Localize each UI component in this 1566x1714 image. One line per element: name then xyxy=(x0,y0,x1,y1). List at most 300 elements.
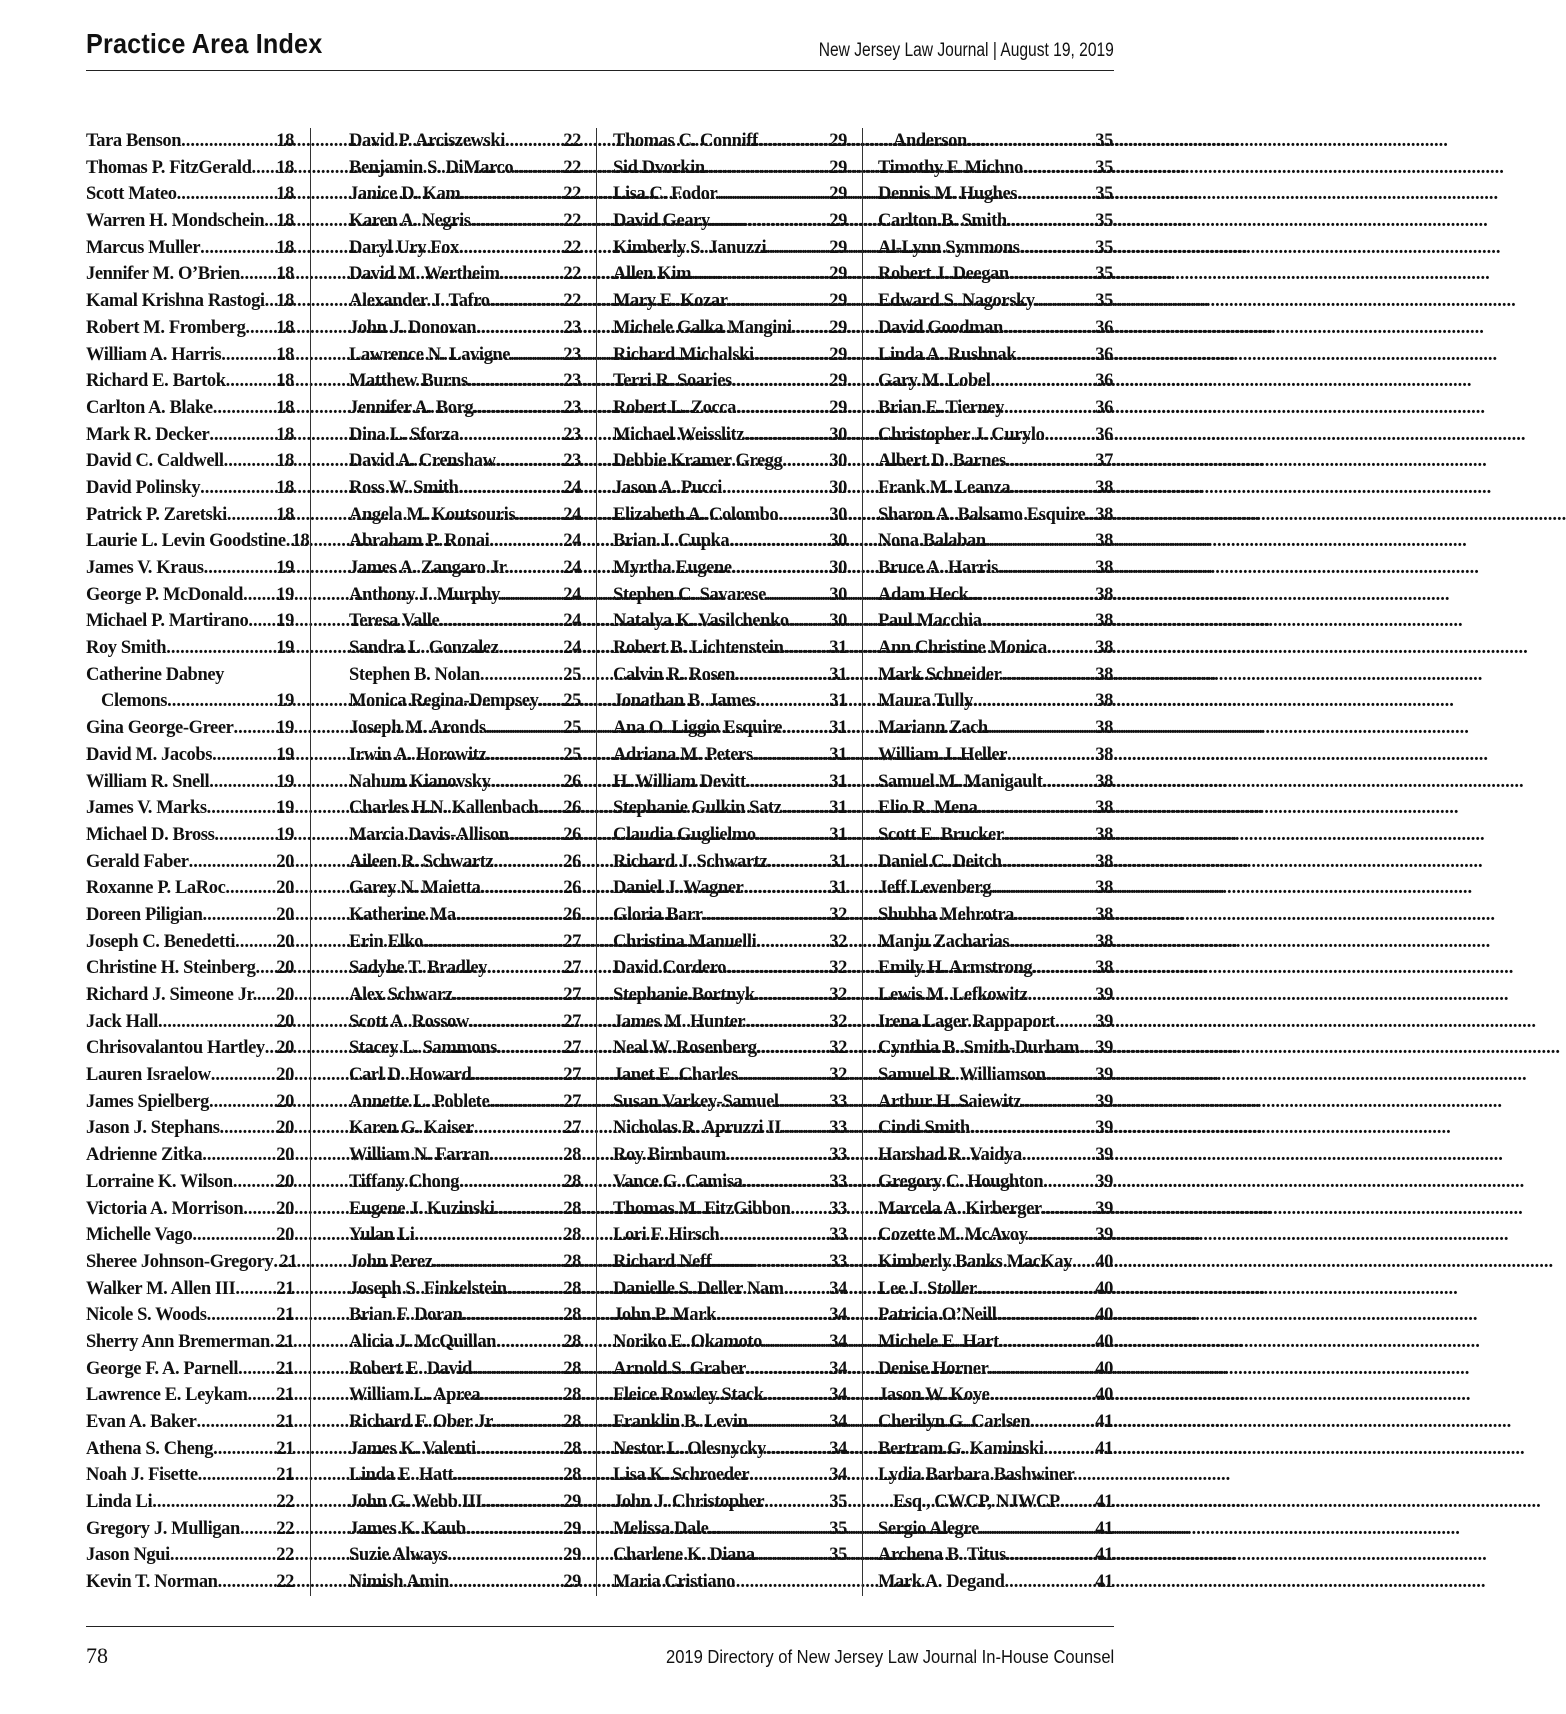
entry-name: Abraham P. Ronai xyxy=(349,531,490,552)
dot-leader xyxy=(204,555,277,582)
entry-name: Stephanie Bortnyk xyxy=(613,985,755,1005)
dot-leader xyxy=(766,1436,829,1463)
dot-leader xyxy=(978,795,1096,822)
index-entry xyxy=(613,1009,847,1036)
dot-leader xyxy=(726,1142,829,1169)
index-entry xyxy=(878,929,1113,956)
dot-leader xyxy=(691,261,829,288)
index-entry xyxy=(86,849,294,876)
entry-page-number: 30 xyxy=(829,584,847,605)
index-entry xyxy=(613,181,847,208)
dot-leader xyxy=(1046,1062,1096,1089)
index-entry xyxy=(86,742,294,769)
dot-leader xyxy=(982,608,1096,635)
entry-page-number: 20 xyxy=(276,1225,294,1246)
dot-leader xyxy=(245,315,276,342)
entry-page-number: 20 xyxy=(276,1118,294,1139)
entry-page-number: 21 xyxy=(276,1358,294,1379)
dot-leader xyxy=(1004,1569,1095,1596)
dot-leader xyxy=(766,235,829,262)
index-entry xyxy=(878,582,1113,609)
dot-leader xyxy=(473,395,563,422)
dot-leader xyxy=(510,342,563,369)
entry-name: Alexander J. Tafro xyxy=(349,291,490,312)
entry-page-number: 35 xyxy=(1095,211,1113,232)
index-entry xyxy=(613,902,847,929)
dot-leader xyxy=(1001,662,1095,689)
index-entry xyxy=(878,1356,1113,1383)
entry-page-number: 38 xyxy=(1095,851,1113,872)
entry-name: Walker M. Allen III xyxy=(86,1278,236,1299)
dot-leader xyxy=(998,555,1095,582)
entry-name: Chrisovalantou Hartley xyxy=(86,1038,265,1059)
dot-leader xyxy=(486,742,563,769)
dot-leader xyxy=(469,1009,563,1036)
entry-page-number: 23 xyxy=(563,371,581,392)
entry-page-number: 29 xyxy=(829,184,847,205)
dot-leader xyxy=(711,1249,829,1276)
entry-page-number: 29 xyxy=(829,264,847,285)
entry-page-number: 38 xyxy=(1095,558,1113,578)
entry-name: James K. Kaub xyxy=(349,1518,466,1539)
index-entry xyxy=(86,1329,294,1356)
entry-page-number: 32 xyxy=(829,1038,847,1059)
dot-leader xyxy=(970,1115,1096,1142)
entry-page-number: 39 xyxy=(1095,1065,1113,1086)
entry-name: Manju Zacharias xyxy=(878,931,1010,952)
index-entry xyxy=(613,929,847,956)
index-entry xyxy=(613,555,847,582)
dot-leader xyxy=(209,422,276,449)
index-entry xyxy=(86,1436,294,1463)
dot-leader xyxy=(423,929,563,956)
entry-page-number: 31 xyxy=(829,824,847,845)
entry-name: John G. Webb III xyxy=(349,1492,483,1513)
entry-page-number: 40 xyxy=(1095,1305,1113,1326)
dot-leader xyxy=(767,849,829,876)
entry-name: John P. Mark xyxy=(613,1305,716,1326)
index-entry xyxy=(86,1169,294,1196)
entry-name: Michelle Vago xyxy=(86,1225,193,1246)
index-entry xyxy=(878,715,1113,742)
index-entry xyxy=(878,742,1113,769)
index-entry xyxy=(86,1249,298,1276)
entry-page-number: 23 xyxy=(563,451,581,472)
entry-name: Michele Galka Mangini xyxy=(613,317,792,338)
entry-page-number: 18 xyxy=(276,451,294,472)
entry-name: Debbie Kramer Gregg xyxy=(613,451,783,472)
entry-name: Alex Schwarz xyxy=(349,985,453,1005)
entry-page-number: 27 xyxy=(563,1065,581,1086)
dot-leader xyxy=(991,875,1095,902)
index-entry xyxy=(613,769,847,796)
entry-name: Lawrence N. Lavigne xyxy=(349,344,511,365)
dot-leader xyxy=(1072,1249,1095,1276)
entry-name: Lewis M. Lefkowitz xyxy=(878,985,1028,1005)
entry-page-number: 20 xyxy=(276,958,294,979)
dot-leader xyxy=(766,582,829,609)
index-entry xyxy=(86,662,294,689)
dot-leader xyxy=(496,448,564,475)
entry-name: Nicole S. Woods xyxy=(86,1305,207,1326)
entry-name: Noriko E. Okamoto xyxy=(613,1331,762,1352)
entry-name: Gloria Barr xyxy=(613,904,703,925)
entry-page-number: 39 xyxy=(1095,1171,1113,1192)
dot-leader xyxy=(493,849,563,876)
index-entry xyxy=(613,422,847,449)
column-divider xyxy=(862,128,863,1596)
entry-page-number: 33 xyxy=(829,1091,847,1112)
entry-name: Nona Balaban xyxy=(878,531,986,552)
entry-name: Jason W. Koye xyxy=(878,1385,990,1406)
entry-name: Michele E. Hart xyxy=(878,1331,999,1352)
entry-page-number: 20 xyxy=(276,931,294,952)
index-entry xyxy=(349,1276,581,1303)
entry-name: Jonathan B. James xyxy=(613,691,756,712)
index-entry xyxy=(86,608,294,635)
dot-leader xyxy=(986,528,1096,555)
entry-page-number: 39 xyxy=(1095,1011,1113,1032)
index-entry xyxy=(86,929,294,956)
index-entry xyxy=(349,368,581,395)
dot-leader xyxy=(753,742,830,769)
index-entry xyxy=(86,1276,294,1303)
dot-leader xyxy=(1045,422,1096,449)
index-columns xyxy=(0,128,1200,1603)
dot-leader xyxy=(1042,1196,1096,1223)
entry-page-number: 39 xyxy=(1095,1198,1113,1219)
entry-page-number: 35 xyxy=(1095,157,1113,178)
entry-page-number: 41 xyxy=(1095,1518,1113,1539)
entry-page-number: 22 xyxy=(276,1518,294,1539)
entry-page-number: 30 xyxy=(829,424,847,445)
page-header xyxy=(86,28,1114,71)
entry-name: Athena S. Cheng xyxy=(86,1438,214,1459)
column-divider xyxy=(596,128,597,1596)
dot-leader xyxy=(497,1035,563,1062)
index-column-4 xyxy=(878,128,1113,1596)
dot-leader xyxy=(213,1436,276,1463)
dot-leader xyxy=(778,502,829,529)
dot-leader xyxy=(1043,1169,1095,1196)
entry-page-number: 24 xyxy=(563,558,581,578)
entry-name: Frank M. Leanza xyxy=(878,477,1011,498)
entry-page-number: 23 xyxy=(563,317,581,338)
entry-page-number: 34 xyxy=(829,1358,847,1379)
index-entry xyxy=(349,822,581,849)
dot-leader xyxy=(240,1516,276,1543)
entry-page-number: 32 xyxy=(829,931,847,952)
dot-leader xyxy=(705,155,830,182)
entry-page-number: 22 xyxy=(276,1492,294,1513)
dot-leader xyxy=(743,1169,830,1196)
dot-leader xyxy=(480,662,563,689)
entry-page-number: 30 xyxy=(829,611,847,632)
dot-leader xyxy=(499,635,564,662)
entry-name: Laurie L. Levin Goodstine xyxy=(86,531,286,552)
dot-leader xyxy=(538,795,563,822)
index-entry xyxy=(86,1409,294,1436)
entry-name: Sid Dvorkin xyxy=(613,157,705,178)
entry-name: Lisa K. Schroeder xyxy=(613,1465,750,1486)
entry-name: Robert M. Fromberg xyxy=(86,317,246,338)
entry-name: Patricia O’Neill xyxy=(878,1305,997,1326)
entry-name: Aileen R. Schwartz xyxy=(349,851,494,872)
entry-page-number: 21 xyxy=(276,1412,294,1432)
dot-leader xyxy=(202,1142,276,1169)
entry-page-number: 34 xyxy=(829,1305,847,1326)
entry-name: Garey N. Maietta xyxy=(349,878,481,899)
index-entry xyxy=(613,1276,847,1303)
dot-leader xyxy=(732,555,830,582)
entry-page-number: 29 xyxy=(563,1545,581,1566)
entry-page-number: 26 xyxy=(563,878,581,899)
dot-leader xyxy=(784,1276,830,1303)
index-entry xyxy=(613,849,847,876)
entry-name: Richard Michalski xyxy=(613,344,754,365)
entry-page-number: 24 xyxy=(563,531,581,552)
entry-name: George P. McDonald xyxy=(86,584,244,605)
entry-name: Claudia Guglielmo xyxy=(613,824,756,845)
index-entry xyxy=(349,715,581,742)
index-entry xyxy=(349,1302,581,1329)
entry-name: Richard J. Simeone Jr. xyxy=(86,985,257,1005)
entry-page-number: 22 xyxy=(563,211,581,232)
index-entry xyxy=(878,181,1113,208)
entry-name: Gregory J. Mulligan xyxy=(86,1518,240,1539)
entry-page-number: 38 xyxy=(1095,691,1113,712)
dot-leader xyxy=(1022,1142,1095,1169)
entry-name: Danielle S. Deller Nam xyxy=(613,1278,784,1299)
index-entry xyxy=(349,1196,581,1223)
dot-leader xyxy=(489,528,563,555)
index-entry xyxy=(86,555,294,582)
dot-leader xyxy=(538,688,563,715)
entry-page-number: 41 xyxy=(1095,1572,1113,1593)
index-entry xyxy=(86,395,294,422)
entry-name: Dennis M. Hughes xyxy=(878,184,1018,205)
entry-page-number: 29 xyxy=(829,317,847,338)
entry-name: Christine H. Steinberg xyxy=(86,958,256,979)
entry-name: Bruce A. Harris xyxy=(878,558,998,578)
entry-name: James K. Valenti xyxy=(349,1438,476,1459)
entry-page-number: 18 xyxy=(276,344,294,365)
index-entry xyxy=(86,795,294,822)
index-entry xyxy=(613,742,847,769)
entry-page-number: 30 xyxy=(829,504,847,525)
entry-page-number: 22 xyxy=(563,131,581,151)
entry-page-number: 18 xyxy=(276,291,294,312)
page-title: Practice Area Index xyxy=(86,28,323,59)
entry-page-number: 40 xyxy=(1095,1331,1113,1352)
index-entry xyxy=(878,662,1113,689)
entry-page-number: 38 xyxy=(1095,477,1113,498)
entry-page-number: 28 xyxy=(563,1278,581,1299)
entry-name: Elizabeth A. Colombo xyxy=(613,504,779,525)
entry-name: Albert D. Barnes xyxy=(878,451,1006,472)
entry-page-number: 27 xyxy=(563,1118,581,1139)
entry-page-number: 24 xyxy=(563,638,581,659)
dot-leader xyxy=(449,1569,563,1596)
entry-page-number: 31 xyxy=(829,851,847,872)
dot-leader xyxy=(789,608,830,635)
entry-name: Richard Neff xyxy=(613,1251,712,1272)
index-entry xyxy=(878,502,1113,529)
entry-name: Ann Christine Monica xyxy=(878,638,1047,659)
entry-name: David C. Caldwell xyxy=(86,451,224,472)
entry-page-number: 23 xyxy=(563,424,581,445)
index-entry xyxy=(86,982,294,1009)
index-entry xyxy=(349,1436,581,1463)
dot-leader xyxy=(792,315,830,342)
dot-leader xyxy=(743,875,829,902)
index-entry xyxy=(86,1462,294,1489)
entry-page-number: 28 xyxy=(563,1358,581,1379)
entry-page-number: 29 xyxy=(829,157,847,178)
entry-page-number: 38 xyxy=(1095,958,1113,979)
entry-page-number: 18 xyxy=(276,157,294,178)
entry-page-number: 38 xyxy=(1095,744,1113,765)
index-entry xyxy=(878,475,1113,502)
dot-leader xyxy=(235,1276,276,1303)
index-entry xyxy=(878,261,1113,288)
entry-name: Lee J. Stoller xyxy=(878,1278,977,1299)
dot-leader xyxy=(989,1382,1095,1409)
dot-leader xyxy=(1030,1409,1095,1436)
index-column-3 xyxy=(613,128,847,1596)
index-entry xyxy=(349,1115,581,1142)
entry-page-number: 35 xyxy=(829,1545,847,1566)
entry-name: David Geary xyxy=(613,211,710,232)
dot-leader xyxy=(1021,1089,1095,1116)
entry-name: Karen G. Kaiser xyxy=(349,1118,474,1139)
index-entry xyxy=(349,1329,581,1356)
index-entry xyxy=(349,208,581,235)
dot-leader xyxy=(494,1196,563,1223)
dot-leader xyxy=(453,1462,563,1489)
index-entry xyxy=(878,1009,1113,1036)
entry-page-number: 22 xyxy=(563,264,581,285)
entry-name: Janet E. Charles xyxy=(613,1065,738,1086)
entry-name: Calvin R. Rosen xyxy=(613,664,735,685)
entry-page-number: 31 xyxy=(829,691,847,712)
dot-leader xyxy=(746,1356,829,1383)
dot-leader xyxy=(459,1169,563,1196)
entry-name: John J. Donovan xyxy=(349,317,477,338)
index-entry xyxy=(878,1062,1113,1089)
entry-page-number: 18 xyxy=(276,397,294,418)
entry-name: Irwin A. Horowitz xyxy=(349,744,487,765)
entry-name: William L. Aprea xyxy=(349,1385,481,1406)
entry-name: Kamal Krishna Rastogi xyxy=(86,291,265,312)
index-entry xyxy=(349,608,581,635)
entry-page-number: 35 xyxy=(1095,264,1113,285)
index-entry xyxy=(349,795,581,822)
dot-leader xyxy=(1004,395,1095,422)
index-entry xyxy=(349,475,581,502)
entry-name: Arthur H. Saiewitz xyxy=(878,1091,1022,1112)
dot-leader xyxy=(732,368,829,395)
entry-page-number: 18 xyxy=(276,317,294,338)
dot-leader xyxy=(979,1516,1095,1543)
entry-page-number: 35 xyxy=(1095,291,1113,312)
dot-leader xyxy=(458,475,563,502)
entry-name: Brian E. Tierney xyxy=(878,397,1005,418)
index-entry xyxy=(86,1222,294,1249)
dot-leader xyxy=(738,1062,830,1089)
entry-page-number: 20 xyxy=(276,904,294,925)
index-entry xyxy=(86,1542,294,1569)
entry-name: Scott A. Rossow xyxy=(349,1011,469,1032)
entry-name: Roy Birnbaum xyxy=(613,1145,726,1166)
entry-page-number: 34 xyxy=(829,1385,847,1406)
entry-name: Jack Hall xyxy=(86,1011,158,1032)
index-entry xyxy=(86,1569,294,1596)
entry-page-number: 23 xyxy=(563,397,581,418)
index-entry xyxy=(349,1356,581,1383)
entry-name: Jennifer M. O’Brien xyxy=(86,264,240,285)
dot-leader xyxy=(509,822,564,849)
index-entry xyxy=(613,608,847,635)
index-entry xyxy=(86,955,294,982)
index-entry xyxy=(86,1009,294,1036)
index-entry xyxy=(349,902,581,929)
dot-leader xyxy=(1006,448,1096,475)
entry-name: William A. Harris xyxy=(86,344,222,365)
index-entry xyxy=(613,342,847,369)
dot-leader xyxy=(744,422,829,449)
index-entry xyxy=(878,1462,1113,1489)
dot-leader xyxy=(717,181,829,208)
entry-name: Linda E. Hatt xyxy=(349,1465,454,1486)
index-entry xyxy=(86,1356,294,1383)
entry-name: Lori F. Hirsch xyxy=(613,1225,720,1246)
dot-leader xyxy=(1079,1035,1095,1062)
index-entry xyxy=(86,448,294,475)
index-entry xyxy=(878,902,1113,929)
entry-page-number: 24 xyxy=(563,611,581,632)
dot-leader xyxy=(177,181,277,208)
dot-leader xyxy=(213,395,277,422)
entry-name: Eugene J. Kuzinski xyxy=(349,1198,495,1219)
dot-leader xyxy=(1016,342,1095,369)
index-entry xyxy=(613,1062,847,1089)
entry-name: John J. Christopher xyxy=(613,1492,765,1513)
entry-page-number: 19 xyxy=(276,691,294,712)
entry-page-number: 39 xyxy=(1095,1145,1113,1166)
index-entry xyxy=(349,448,581,475)
index-entry xyxy=(878,1329,1113,1356)
entry-page-number: 19 xyxy=(276,638,294,659)
entry-page-number: 20 xyxy=(276,1038,294,1059)
entry-page-number: 36 xyxy=(1095,317,1113,338)
entry-name: William R. Snell xyxy=(86,771,210,792)
dot-leader xyxy=(710,208,829,235)
entry-name: Carl D. Howard xyxy=(349,1065,472,1086)
index-entry xyxy=(878,422,1113,449)
index-entry xyxy=(613,982,847,1009)
entry-name: James V. Kraus xyxy=(86,558,204,578)
index-entry xyxy=(878,1516,1113,1543)
entry-page-number: 22 xyxy=(563,157,581,178)
dot-leader xyxy=(474,1115,564,1142)
dot-leader xyxy=(990,368,1095,395)
entry-page-number: 27 xyxy=(563,931,581,952)
dot-leader xyxy=(224,448,277,475)
entry-page-number: 34 xyxy=(829,1278,847,1299)
index-entry xyxy=(349,849,581,876)
index-entry xyxy=(349,181,581,208)
